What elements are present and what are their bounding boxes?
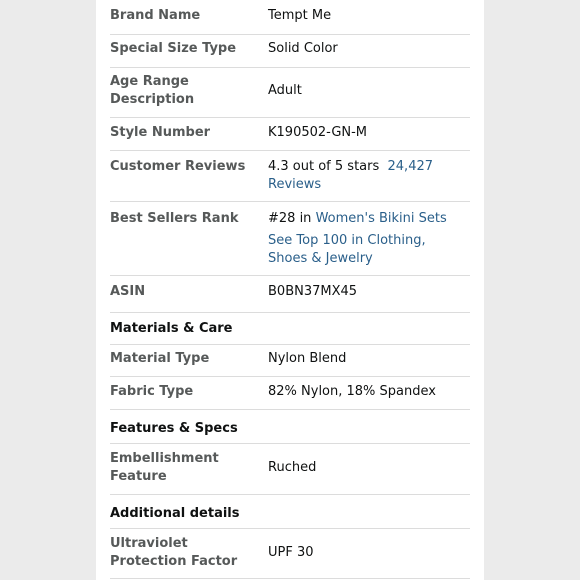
- top-100-link-line2[interactable]: Shoes & Jewelry: [268, 251, 373, 266]
- embellishment-label-line2: Feature: [110, 469, 167, 484]
- reviews-word-link[interactable]: Reviews: [268, 177, 322, 192]
- age-range-value: Adult: [268, 83, 302, 98]
- detail-row-material-type: [110, 344, 470, 377]
- detail-row-style-number: [110, 117, 470, 151]
- brand-name-value: Tempt Me: [268, 8, 332, 23]
- style-number-value: K190502-GN-M: [268, 125, 368, 140]
- detail-row-customer-reviews: [110, 150, 470, 202]
- rank-category-link[interactable]: Women's Bikini Sets: [315, 211, 447, 226]
- detail-row-special-size-type: [110, 34, 470, 68]
- top-100-link-line1[interactable]: See Top 100 in Clothing,: [268, 233, 426, 248]
- age-range-label-line1: Age Range: [110, 74, 189, 89]
- detail-row-best-sellers-rank: [110, 201, 470, 276]
- section-features-specs: [110, 409, 470, 444]
- section-title-features-specs: Features & Specs: [110, 421, 238, 436]
- detail-row-fabric-type: [110, 376, 470, 410]
- asin-value: B0BN37MX45: [268, 284, 358, 299]
- asin-label: ASIN: [110, 284, 146, 299]
- embellishment-label-line1: Embellishment: [110, 451, 219, 466]
- best-sellers-rank-value: [268, 210, 478, 268]
- customer-reviews-label: Customer Reviews: [110, 159, 246, 174]
- material-type-value: Nylon Blend: [268, 351, 347, 366]
- fabric-type-value: 82% Nylon, 18% Spandex: [268, 384, 436, 399]
- detail-row-brand-name: [110, 0, 470, 35]
- reviews-count-link[interactable]: 24,427: [387, 159, 434, 174]
- customer-reviews-value: [268, 158, 468, 194]
- special-size-type-value: Solid Color: [268, 41, 338, 56]
- best-sellers-rank-label: Best Sellers Rank: [110, 211, 239, 226]
- uv-protection-label-line2: Protection Factor: [110, 554, 238, 569]
- detail-row-embellishment: [110, 443, 470, 495]
- detail-row-asin: [110, 275, 470, 313]
- material-type-label: Material Type: [110, 351, 210, 366]
- uv-protection-label-line1: Ultraviolet: [110, 536, 188, 551]
- special-size-type-label: Special Size Type: [110, 41, 237, 56]
- embellishment-label: [110, 450, 260, 486]
- rating-text: 4.3 out of 5 stars: [268, 159, 380, 174]
- uv-protection-label: [110, 535, 260, 571]
- age-range-label: [110, 73, 260, 109]
- embellishment-value: Ruched: [268, 460, 317, 475]
- style-number-label: Style Number: [110, 125, 211, 140]
- age-range-label-line2: Description: [110, 92, 195, 107]
- fabric-type-label: Fabric Type: [110, 384, 194, 399]
- rank-text: #28 in: [268, 211, 316, 226]
- brand-name-label: Brand Name: [110, 8, 201, 23]
- section-materials-care: [110, 312, 470, 345]
- detail-row-uv-protection: [110, 528, 470, 579]
- section-title-materials-care: Materials & Care: [110, 321, 233, 336]
- product-details-panel: [96, 0, 484, 580]
- detail-row-age-range: [110, 67, 470, 118]
- section-additional-details: [110, 494, 470, 529]
- uv-protection-value: UPF 30: [268, 545, 314, 560]
- section-title-additional-details: Additional details: [110, 506, 240, 521]
